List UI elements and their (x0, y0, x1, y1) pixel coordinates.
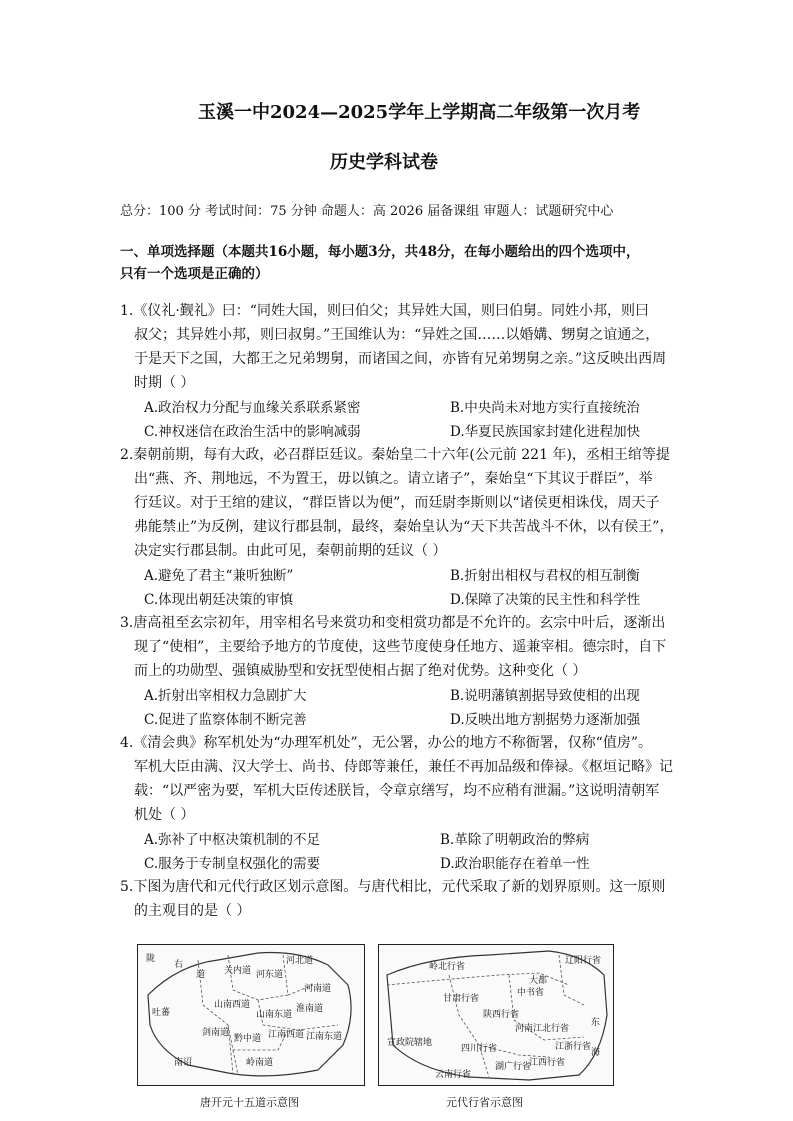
map-label: 山南西道 (214, 1000, 251, 1010)
map-label: 河北道 (286, 956, 314, 966)
map-label: 关内道 (224, 966, 252, 976)
yuan-map-caption: 元代行省示意图 (446, 1096, 523, 1109)
question-3-option-c[interactable]: C.促进了监察体制不断完善 (144, 712, 307, 728)
yuan-dynasty-map (378, 944, 614, 1086)
question-3-option-a[interactable]: A.折射出宰相权力急剧扩大 (144, 688, 307, 704)
map-label: 河东道 (256, 970, 284, 980)
question-2-line: 决定实行郡县制。由此可见，秦朝前期的廷议（ ） (134, 543, 447, 559)
map-label: 山南东道 (256, 1010, 293, 1020)
map-label: 右 (174, 960, 184, 970)
question-4-line: 载：“以严密为要，军机大臣传述朕旨，令章京缮写，均不应稍有泄漏。”这说明清朝军 (134, 783, 660, 799)
question-2-line: 2.秦朝前期，每有大政，必召群臣廷议。秦始皇二十六年(公元前 221 年)，丞相王绾等提 (120, 447, 670, 463)
question-1-option-a[interactable]: A.政治权力分配与血缘关系联系紧密 (144, 400, 361, 416)
map-label: 黔中道 (234, 1034, 262, 1044)
map-label: 海 (591, 1048, 601, 1058)
question-3-option-d[interactable]: D.反映出地方割据势力逐渐加强 (450, 712, 641, 728)
map-label: 四川行省 (461, 1044, 498, 1054)
question-3-option-b[interactable]: B.说明藩镇割据导致使相的出现 (450, 688, 640, 704)
question-3-line: 而上的功勋型、强镇威胁型和安抚型使相占据了绝对优势。这种变化（ ） (134, 663, 587, 679)
map-label: 甘肃行省 (443, 994, 480, 1004)
tang-dynasty-map (137, 944, 365, 1086)
question-1-line: 1.《仪礼·觐礼》曰：“同姓大国，则曰伯父；其异姓大国，则曰伯舅。同姓小邦，则曰 (120, 303, 649, 319)
question-4-option-a[interactable]: A.弥补了中枢决策机制的不足 (144, 832, 321, 848)
map-label: 江浙行省 (555, 1042, 592, 1052)
map-label: 辽阳行省 (565, 956, 602, 966)
question-4-line: 机处（ ） (134, 807, 195, 823)
exam-title: 玉溪一中2024—2025学年上学期高二年级第一次月考 (198, 102, 641, 123)
map-label: 江南东道 (306, 1032, 343, 1042)
exam-subtitle: 历史学科试卷 (330, 152, 438, 173)
question-1-line: 叔父；其异姓小邦，则曰叔舅。”王国维认为：“异姓之国……以婚媾、甥舅之谊通之， (134, 327, 660, 343)
question-1-option-d[interactable]: D.华夏民族国家封建化进程加快 (450, 424, 641, 440)
question-4-option-b[interactable]: B.革除了明朝政治的弊病 (440, 832, 590, 848)
map-label: 吐蕃 (152, 1008, 171, 1018)
map-label: 陕西行省 (483, 1010, 520, 1020)
question-4-line: 军机大臣由满、汉大学士、尚书、侍郎等兼任，兼任不再加品级和俸禄。《枢垣记略》记 (134, 759, 673, 775)
question-3-line: 现了“使相”，主要给予地方的节度使，这些节度使身任地方、遥兼宰相。德宗时，自下 (134, 639, 667, 655)
section-header-line2: 只有一个选项是正确的） (120, 266, 269, 282)
question-3-line: 3.唐高祖至玄宗初年，用宰相名号来赏功和变相赏功都是不允许的。玄宗中叶后，逐渐出 (120, 615, 666, 631)
question-1-line: 于是天下之国，大都王之兄弟甥舅，而诸国之间，亦皆有兄弟甥舅之亲。”这反映出西周 (134, 351, 667, 367)
section-header-line1: 一、单项选择题（本题共16小题，每小题3分，共48分，在每小题给出的四个选项中， (120, 244, 640, 260)
map-label: 江南西道 (268, 1030, 305, 1040)
exam-meta: 总分：100 分 考试时间：75 分钟 命题人：高 2026 届备课组 审题人：试题研究中心 (120, 204, 614, 219)
map-label: 道 (196, 970, 206, 980)
question-4-line: 4.《清会典》称军机处为“办理军机处”，无公署，办公的地方不称衙署，仅称“值房”。 (120, 735, 652, 751)
map-label: 河南道 (304, 984, 332, 994)
map-label: 江西行省 (529, 1058, 566, 1068)
map-label: 大都 (529, 976, 548, 986)
map-label: 东 (591, 1018, 601, 1028)
map-label: 南诏 (174, 1058, 193, 1068)
question-4-option-c[interactable]: C.服务于专制皇权强化的需要 (144, 856, 321, 872)
question-2-line: 行廷议。对于王绾的建议，“群臣皆以为便”，而廷尉李斯则以“诸侯更相诛伐，周天子 (134, 495, 660, 511)
question-2-option-d[interactable]: D.保障了决策的民主性和科学性 (450, 592, 641, 608)
question-4-option-d[interactable]: D.政治职能存在着单一性 (440, 856, 590, 872)
question-1-option-b[interactable]: B.中央尚未对地方实行直接统治 (450, 400, 640, 416)
question-2-option-c[interactable]: C.体现出朝廷决策的审慎 (144, 592, 294, 608)
map-label: 宣政院辖地 (387, 1038, 433, 1048)
map-label: 陇 (146, 954, 156, 964)
map-label: 岭北行省 (429, 962, 466, 972)
question-2-option-b[interactable]: B.折射出相权与君权的相互制衡 (450, 568, 640, 584)
map-label: 河南江北行省 (515, 1024, 570, 1034)
question-2-line: 出“燕、齐、荆地远，不为置王，毋以镇之。请立诸子”，秦始皇“下其议于群臣”，举 (134, 471, 653, 487)
map-label: 淮南道 (296, 1004, 324, 1014)
question-1-option-c[interactable]: C.神权迷信在政治生活中的影响减弱 (144, 424, 361, 440)
map-label: 云南行省 (435, 1070, 472, 1080)
question-2-option-a[interactable]: A.避免了君主“兼听独断” (144, 568, 294, 584)
question-1-line: 时期（ ） (134, 375, 195, 391)
map-label: 剑南道 (202, 1028, 230, 1038)
map-label: 湖广行省 (495, 1062, 532, 1072)
question-5-line: 5.下图为唐代和元代行政区划示意图。与唐代相比，元代采取了新的划界原则。这一原则 (120, 879, 666, 895)
question-2-line: 弗能禁止”为反例，建议行郡县制，最终，秦始皇认为“天下共苦战斗不休，以有侯王”， (134, 519, 674, 535)
question-5-line: 的主观目的是（ ） (134, 903, 251, 919)
map-label: 岭南道 (246, 1058, 274, 1068)
tang-map-caption: 唐开元十五道示意图 (200, 1096, 299, 1109)
map-label: 中书省 (517, 988, 545, 998)
